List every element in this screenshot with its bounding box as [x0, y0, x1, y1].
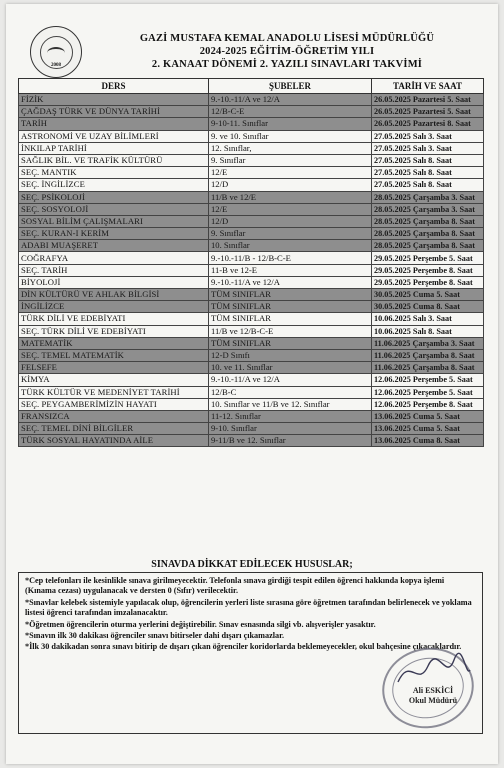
subeler-cell: 9-10. Sınıflar: [209, 423, 372, 435]
table-row: [19, 398, 484, 410]
notes-title: SINAVDA DİKKAT EDİLECEK HUSUSLAR;: [151, 559, 353, 570]
tarih-cell: 27.05.2025 Salı 8. Saat: [372, 154, 484, 166]
school-logo: [30, 26, 82, 78]
tarih-cell: 26.05.2025 Pazartesi 8. Saat: [372, 118, 484, 130]
ders-cell: COĞRAFYA: [19, 252, 209, 264]
note-item: *Cep telefonları ile kesinlikle sınava girilmeyecektir. Telefonla sınava girdiği tespit edilen öğrenci hakkında kopya işlemi (Kınama cezası) uygulanacak ve dersten 0 (Sıfır) verilecektir.: [25, 576, 445, 596]
school-name: GAZİ MUSTAFA KEMAL ANADOLU LİSESİ MÜDÜRLÜĞÜ: [139, 33, 435, 44]
ders-cell: İNKILAP TARİHİ: [19, 142, 209, 154]
tarih-cell: 13.06.2025 Cuma 8. Saat: [372, 435, 484, 447]
subeler-cell: TÜM SINIFLAR: [209, 301, 372, 313]
ders-cell: TÜRK DİLİ VE EDEBİYATI: [19, 313, 209, 325]
subeler-cell: 11/B ve 12/E: [209, 191, 372, 203]
subeler-cell: TÜM SINIFLAR: [209, 313, 372, 325]
tarih-cell: 13.06.2025 Cuma 5. Saat: [372, 423, 484, 435]
subeler-cell: 11-12. Sınıflar: [209, 410, 372, 422]
principal-title: Okul Müdürü: [408, 696, 458, 705]
signature-block: [398, 686, 468, 706]
tarih-cell: 11.06.2025 Çarşamba 3. Saat: [372, 337, 484, 349]
exam-schedule-table: [18, 78, 484, 447]
subeler-cell: 11-B ve 12-E: [209, 264, 372, 276]
schedule-title: 2. KANAAT DÖNEMİ 2. YAZILI SINAVLARI TAKVİMİ: [151, 59, 423, 70]
logo-book-icon: [47, 47, 65, 59]
table-row: [19, 203, 484, 215]
tarih-cell: 28.05.2025 Çarşamba 3. Saat: [372, 203, 484, 215]
tarih-cell: 12.06.2025 Perşembe 5. Saat: [372, 374, 484, 386]
tarih-cell: 28.05.2025 Çarşamba 8. Saat: [372, 215, 484, 227]
table-row: [19, 94, 484, 106]
ders-cell: SAĞLIK BİL. VE TRAFİK KÜLTÜRÜ: [19, 154, 209, 166]
ders-cell: FRANSIZCA: [19, 410, 209, 422]
subeler-cell: 12/D: [209, 179, 372, 191]
subeler-cell: 9.-10.-11/B - 12/B-C-E: [209, 252, 372, 264]
table-row: [19, 118, 484, 130]
table-row: [19, 240, 484, 252]
subeler-cell: 12-D Sınıfı: [209, 349, 372, 361]
subeler-cell: 9. Sınıflar: [209, 228, 372, 240]
ders-cell: İNGİLİZCE: [19, 301, 209, 313]
ders-cell: TÜRK SOSYAL HAYATINDA AİLE: [19, 435, 209, 447]
ders-cell: TÜRK KÜLTÜR VE MEDENİYET TARİHİ: [19, 386, 209, 398]
table-row: [19, 130, 484, 142]
ders-cell: DİN KÜLTÜRÜ VE AHLAK BİLGİSİ: [19, 289, 209, 301]
column-header-ders: DERS: [19, 79, 209, 94]
tarih-cell: 11.06.2025 Çarşamba 8. Saat: [372, 349, 484, 361]
tarih-cell: 27.05.2025 Salı 8. Saat: [372, 167, 484, 179]
subeler-cell: 12/B-C-E: [209, 106, 372, 118]
tarih-cell: 30.05.2025 Cuma 8. Saat: [372, 301, 484, 313]
ders-cell: SEÇ. MANTIK: [19, 167, 209, 179]
table-row: [19, 386, 484, 398]
ders-cell: SEÇ. TARİH: [19, 264, 209, 276]
subeler-cell: 10. Sınıflar: [209, 240, 372, 252]
tarih-cell: 28.05.2025 Çarşamba 8. Saat: [372, 228, 484, 240]
tarih-cell: 29.05.2025 Perşembe 8. Saat: [372, 276, 484, 288]
subeler-cell: 12/E: [209, 203, 372, 215]
tarih-cell: 10.06.2025 Salı 3. Saat: [372, 313, 484, 325]
tarih-cell: 26.05.2025 Pazartesi 5. Saat: [372, 94, 484, 106]
tarih-cell: 26.05.2025 Pazartesi 5. Saat: [372, 106, 484, 118]
subeler-cell: 9-10-11. Sınıflar: [209, 118, 372, 130]
table-row: [19, 349, 484, 361]
subeler-cell: 9.-10.-11/A ve 12/A: [209, 94, 372, 106]
table-row: [19, 264, 484, 276]
table-row: [19, 191, 484, 203]
tarih-cell: 27.05.2025 Salı 3. Saat: [372, 142, 484, 154]
ders-cell: SEÇ. TEMEL MATEMATİK: [19, 349, 209, 361]
table-row: [19, 215, 484, 227]
ders-cell: ÇAĞDAŞ TÜRK VE DÜNYA TARİHİ: [19, 106, 209, 118]
note-item: *Sınavlar kelebek sistemiyle yapılacak olup, öğrencilerin yerleri liste sırasına göre öğretmen tarafından belirlenecek ve yoklama listesi öğrenci tarafından imzalanacaktır.: [25, 597, 472, 618]
table-header-row: [19, 79, 484, 94]
subeler-cell: 9-11/B ve 12. Sınıflar: [209, 435, 372, 447]
column-header-tarih: TARİH VE SAAT: [372, 79, 484, 94]
table-row: [19, 289, 484, 301]
subeler-cell: 12/E: [209, 167, 372, 179]
ders-cell: FİZİK: [19, 94, 209, 106]
subeler-cell: 12. Sınıflar,: [209, 142, 372, 154]
subeler-cell: 12/D: [209, 215, 372, 227]
table-row: [19, 276, 484, 288]
table-row: [19, 325, 484, 337]
subeler-cell: 10. Sınıflar ve 11/B ve 12. Sınıflar: [209, 398, 372, 410]
tarih-cell: 10.06.2025 Salı 8. Saat: [372, 325, 484, 337]
table-row: [19, 410, 484, 422]
ders-cell: SEÇ. KURAN-I KERİM: [19, 228, 209, 240]
subeler-cell: 9. Sınıflar: [209, 154, 372, 166]
tarih-cell: 30.05.2025 Cuma 5. Saat: [372, 289, 484, 301]
table-row: [19, 362, 484, 374]
tarih-cell: 12.06.2025 Perşembe 5. Saat: [372, 386, 484, 398]
subeler-cell: TÜM SINIFLAR: [209, 289, 372, 301]
tarih-cell: 28.05.2025 Çarşamba 8. Saat: [372, 240, 484, 252]
ders-cell: SEÇ. SOSYOLOJİ: [19, 203, 209, 215]
tarih-cell: 13.06.2025 Cuma 5. Saat: [372, 410, 484, 422]
table-row: [19, 179, 484, 191]
table-row: [19, 435, 484, 447]
table-row: [19, 106, 484, 118]
tarih-cell: 28.05.2025 Çarşamba 3. Saat: [372, 191, 484, 203]
tarih-cell: 29.05.2025 Perşembe 5. Saat: [372, 252, 484, 264]
ders-cell: TARİH: [19, 118, 209, 130]
tarih-cell: 11.06.2025 Çarşamba 8. Saat: [372, 362, 484, 374]
ders-cell: SEÇ. TÜRK DİLİ VE EDEBİYATI: [19, 325, 209, 337]
ders-cell: ADABI MUAŞERET: [19, 240, 209, 252]
subeler-cell: 10. ve 11. Sınıflar: [209, 362, 372, 374]
ders-cell: BİYOLOJİ: [19, 276, 209, 288]
tarih-cell: 27.05.2025 Salı 8. Saat: [372, 179, 484, 191]
table-row: [19, 423, 484, 435]
table-row: [19, 252, 484, 264]
subeler-cell: 9.-10.-11/A ve 12/A: [209, 276, 372, 288]
note-item: *Öğretmen öğrencilerin oturma yerlerini değiştirebilir. Sınav esnasında silgi vb. alışverişler yasaktır.: [25, 619, 376, 629]
subeler-cell: 11/B ve 12/B-C-E: [209, 325, 372, 337]
ders-cell: SEÇ. İNGİLİZCE: [19, 179, 209, 191]
subeler-cell: 9.-10.-11/A ve 12/A: [209, 374, 372, 386]
note-item: *Sınavın ilk 30 dakikası öğrenciler sınavı bitirseler dahi dışarı çıkamazlar.: [25, 631, 284, 641]
document-header: [86, 32, 488, 71]
ders-cell: ASTRONOMİ VE UZAY BİLİMLERİ: [19, 130, 209, 142]
ders-cell: FELSEFE: [19, 362, 209, 374]
table-row: [19, 228, 484, 240]
note-item: *İlk 30 dakikadan sonra sınavı bitirip de dışarı çıkan öğrenciler koridorlarda beklemeyecekler, okul bahçesine çıkacaklardır.: [25, 642, 462, 652]
ders-cell: SEÇ. PSİKOLOJİ: [19, 191, 209, 203]
tarih-cell: 12.06.2025 Perşembe 8. Saat: [372, 398, 484, 410]
subeler-cell: TÜM SINIFLAR: [209, 337, 372, 349]
logo-year: 2008: [51, 63, 61, 68]
table-row: [19, 154, 484, 166]
table-row: [19, 337, 484, 349]
tarih-cell: 29.05.2025 Perşembe 8. Saat: [372, 264, 484, 276]
ders-cell: SOSYAL BİLİM ÇALIŞMALARI: [19, 215, 209, 227]
column-header-subeler: ŞUBELER: [209, 79, 372, 94]
subeler-cell: 9. ve 10. Sınıflar: [209, 130, 372, 142]
table-row: [19, 374, 484, 386]
table-row: [19, 142, 484, 154]
ders-cell: MATEMATİK: [19, 337, 209, 349]
ders-cell: KİMYA: [19, 374, 209, 386]
table-body: [19, 94, 484, 447]
ders-cell: SEÇ. PEYGAMBERİMİZİN HAYATI: [19, 398, 209, 410]
ders-cell: SEÇ. TEMEL DİNİ BİLGİLER: [19, 423, 209, 435]
table-row: [19, 167, 484, 179]
table-row: [19, 313, 484, 325]
principal-name: Ali ESKİCİ: [412, 686, 454, 695]
subeler-cell: 12/B-C: [209, 386, 372, 398]
academic-year: 2024-2025 EĞİTİM-ÖĞRETİM YILI: [199, 46, 375, 57]
table-row: [19, 301, 484, 313]
tarih-cell: 27.05.2025 Salı 3. Saat: [372, 130, 484, 142]
